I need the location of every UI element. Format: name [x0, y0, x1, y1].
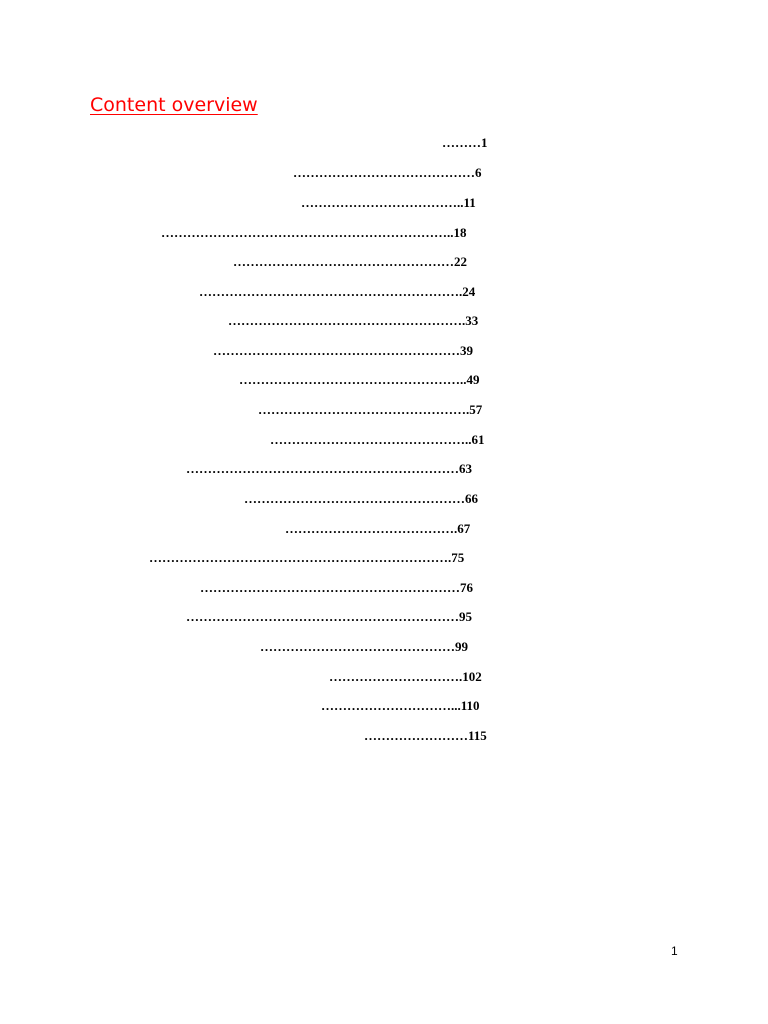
toc-leader: …………………………………………………: [213, 343, 460, 358]
toc-page-number: 66: [465, 491, 478, 506]
toc-leader: ………………………………………………………: [186, 461, 459, 476]
toc-leader: ………………………………..: [301, 195, 464, 210]
toc-entry[interactable]: [442, 135, 488, 151]
toc-page-number: 33: [465, 313, 479, 328]
toc-leader: …………………………...: [321, 698, 461, 713]
toc-leader: ……………………………………………: [233, 254, 454, 269]
toc-entry[interactable]: [199, 284, 475, 300]
toc-page-number: 57: [469, 402, 483, 417]
toc-leader: ……………………………………………………: [200, 580, 460, 595]
toc-leader: ……………………………………………..: [239, 372, 467, 387]
toc-entry[interactable]: [270, 432, 485, 448]
toc-leader: ……………………………………………….: [228, 313, 466, 328]
toc-page-number: 39: [460, 343, 473, 358]
toc-page-number: 95: [459, 609, 472, 624]
toc-page-number: 67: [457, 521, 471, 536]
toc-leader: ………………………………………………………: [186, 609, 459, 624]
toc-leader: ……………………………………………: [244, 491, 465, 506]
toc-entry[interactable]: [186, 609, 472, 625]
toc-page-number: 115: [468, 728, 487, 743]
toc-entry[interactable]: [186, 461, 472, 477]
toc-page-number: 63: [459, 461, 472, 476]
toc-page-number: 76: [460, 580, 473, 595]
toc-entry[interactable]: [228, 313, 478, 329]
toc-entry[interactable]: [161, 225, 467, 241]
toc-page-number: 102: [462, 669, 482, 684]
toc-leader: ………: [442, 135, 481, 150]
toc-leader: ………………………………….: [285, 521, 458, 536]
page-title: Content overview: [90, 94, 258, 116]
footer-page-number: 1: [671, 944, 678, 958]
toc-page-number: 1: [481, 135, 488, 150]
toc-page-number: 99: [455, 639, 468, 654]
toc-page-number: 61: [471, 432, 485, 447]
toc-page-number: 24: [462, 284, 476, 299]
toc-leader: ……………………………………: [293, 165, 475, 180]
toc-entry[interactable]: [244, 491, 478, 507]
toc-leader: …………………………………………………….: [199, 284, 463, 299]
toc-entry[interactable]: [233, 254, 467, 270]
toc-entry[interactable]: [321, 698, 480, 714]
toc-page-number: 49: [466, 372, 480, 387]
toc-entry[interactable]: [200, 580, 473, 596]
toc-page-number: 110: [460, 698, 480, 713]
toc-page-number: 75: [451, 550, 465, 565]
toc-page-number: 22: [454, 254, 467, 269]
toc-leader: ………………………………………….: [258, 402, 470, 417]
toc-entry[interactable]: [258, 402, 482, 418]
toc-entry[interactable]: [239, 372, 480, 388]
toc-entry[interactable]: [301, 195, 476, 211]
toc-leader: ………………………………………: [260, 639, 455, 654]
toc-leader: ………………………….: [329, 669, 463, 684]
toc-entry[interactable]: [285, 521, 470, 537]
toc-entry[interactable]: [329, 669, 482, 685]
toc-page-number: 18: [453, 225, 467, 240]
toc-page-number: 6: [475, 165, 482, 180]
toc-entry[interactable]: [364, 728, 487, 744]
toc-leader: ……………………: [364, 728, 468, 743]
toc-entry[interactable]: [260, 639, 468, 655]
toc-leader: ………………………………………..: [270, 432, 472, 447]
toc-entry[interactable]: [213, 343, 473, 359]
toc-entry[interactable]: [149, 550, 464, 566]
toc-page-number: 11: [463, 195, 476, 210]
toc-leader: …………………………………………………………….: [149, 550, 452, 565]
toc-leader: …………………………………………………………..: [161, 225, 454, 240]
toc-entry[interactable]: [293, 165, 482, 181]
